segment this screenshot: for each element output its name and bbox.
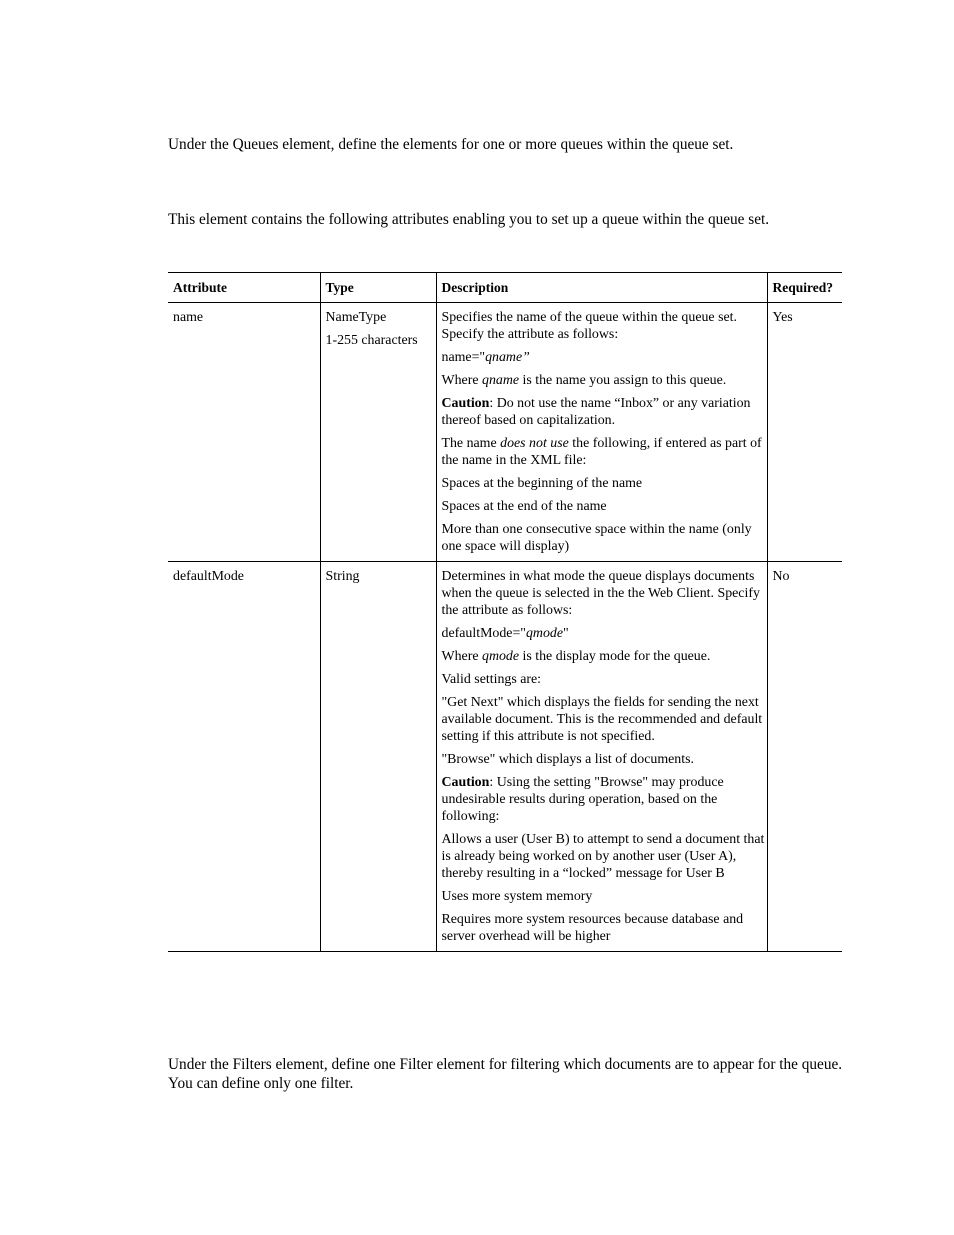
queue-attributes-intro-paragraph: This element contains the following attributes enabling you to set up a queue within the queue set. — [168, 211, 770, 228]
header-attribute: Attribute — [168, 273, 320, 303]
queues-intro-paragraph: Under the Queues element, define the elements for one or more queues within the queue set. — [168, 136, 734, 153]
desc-syntax: defaultMode="qmode" — [441, 626, 569, 641]
desc-summary: Specifies the name of the queue within the queue set. Specify the attribute as follows: — [441, 310, 737, 342]
desc-not-used: The name does not use the following, if entered as part of the name in the XML file: — [441, 436, 762, 468]
type-value: String — [325, 569, 360, 584]
desc-item: Requires more system resources because database and server overhead will be higher — [441, 912, 744, 944]
desc-item: Uses more system memory — [441, 889, 593, 904]
cell-description — [436, 562, 767, 952]
desc-valid-settings: Valid settings are: — [441, 672, 542, 687]
desc-syntax: name="qname” — [441, 350, 530, 365]
desc-summary: Determines in what mode the queue displays documents when the queue is selected in the the Web Client. Specify the attribute as follows: — [441, 569, 760, 618]
desc-caution: Caution: Using the setting "Browse" may produce undesirable results during operation, based on the following: — [441, 775, 724, 824]
filters-intro-paragraph: Under the Filters element, define one Filter element for filtering which documents are to appear for the queue. You can define only one filter. — [168, 1056, 843, 1092]
table-row-name — [168, 303, 842, 562]
cell-type — [320, 303, 436, 562]
desc-where: Where qmode is the display mode for the queue. — [441, 649, 711, 664]
desc-option-get-next: "Get Next" which displays the fields for sending the next available document. This is the recommended and default setting if this attribute is not specified. — [441, 695, 763, 744]
queue-attributes-table — [168, 272, 842, 952]
header-description: Description — [436, 273, 767, 303]
header-type: Type — [320, 273, 436, 303]
cell-required: Yes — [767, 303, 842, 562]
desc-item: More than one consecutive space within the name (only one space will display) — [441, 522, 752, 554]
table-header-row — [168, 273, 842, 303]
cell-required: No — [767, 562, 842, 952]
desc-item: Spaces at the beginning of the name — [441, 476, 643, 491]
desc-item: Spaces at the end of the name — [441, 499, 607, 514]
cell-attribute: defaultMode — [168, 562, 320, 952]
desc-where: Where qname is the name you assign to this queue. — [441, 373, 727, 388]
desc-item: Allows a user (User B) to attempt to send a document that is already being worked on by another user (User A), thereby resulting in a “locked” message for User B — [441, 832, 765, 881]
desc-option-browse: "Browse" which displays a list of documents. — [441, 752, 694, 767]
header-required: Required? — [767, 273, 842, 303]
type-length: 1-255 characters — [325, 333, 418, 348]
cell-type — [320, 562, 436, 952]
table-row-defaultmode — [168, 562, 842, 952]
cell-attribute: name — [168, 303, 320, 562]
desc-caution: Caution: Do not use the name “Inbox” or any variation thereof based on capitalization. — [441, 396, 751, 428]
cell-description — [436, 303, 767, 562]
type-value: NameType — [325, 310, 387, 325]
